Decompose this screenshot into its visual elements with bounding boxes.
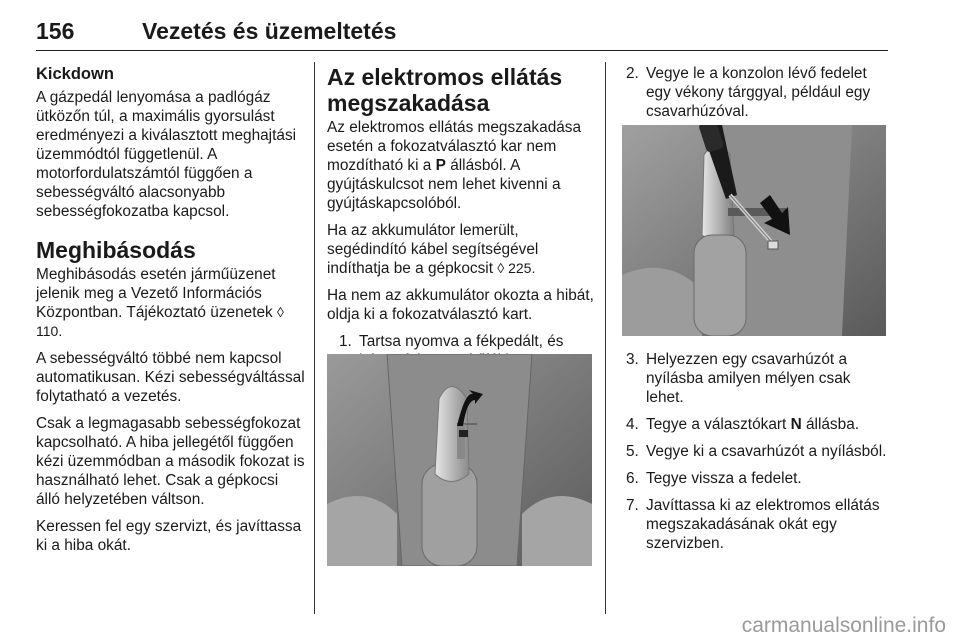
power-loss-paragraph-2 [327, 221, 595, 278]
column-middle [327, 64, 595, 378]
column-right-steps [626, 350, 888, 561]
page-reference-link[interactable]: ◊ 225. [497, 260, 536, 276]
power-loss-paragraph-3: Ha nem az akkumulátor okozta a hibát, oldja ki a fokozatválasztó kart. [327, 287, 594, 323]
step-number: 1. [339, 333, 352, 350]
step-text: Tegye vissza a fedelet. [646, 470, 802, 487]
fault-paragraph-1-text: Meghibásodás esetén járműüzenet jelenik meg a Vezető Információs Központban. Tájékoztató üzenetek [36, 266, 278, 321]
step-4 [626, 415, 888, 434]
p1-gear-p: P [435, 157, 446, 174]
power-loss-paragraph-1 [327, 118, 595, 213]
p1-text-a: Az elektromos ellátás megszakadása esetén a fokozatválasztó kar nem mozdítható ki a [327, 119, 582, 174]
step-text: Tartsa nyomva a fékpedált, és [359, 333, 564, 350]
step-number: 7. [626, 497, 639, 514]
kickdown-text: A gázpedál lenyomása a padlógáz ütközőn túl, a maximális gyorsulást eredményezi a kiválasztott meghajtási üzemmódtól függetlenül. A motorfordulatszámtól függően a sebességváltó alacsonyabb sebességfokozatba kapcsol. [36, 89, 297, 220]
page-reference-link[interactable]: ◊ 110. [36, 304, 284, 339]
step-7 [626, 496, 888, 553]
p1-text-b: állásból. A gyújtáskulcsot nem lehet kivenni a gyújtáskapcsolóból. [327, 157, 561, 212]
step-number: 4. [626, 416, 639, 433]
column-divider-1 [314, 62, 315, 614]
step-6 [626, 469, 888, 488]
step-number: 6. [626, 470, 639, 487]
step-text-b: állásba. [801, 416, 860, 433]
power-loss-heading: Az elektromos ellátás megszakadása [327, 64, 563, 116]
step-text: Helyezzen egy csavarhúzót a nyílásba amilyen mélyen csak lehet. [646, 351, 851, 406]
step-2 [626, 64, 888, 121]
fault-paragraph-2: A sebességváltó többé nem kapcsol automatikusan. Kézi sebességváltással folytatható a vezetés. [36, 350, 305, 405]
step-text: Vegye ki a csavarhúzót a nyílásból. [646, 443, 887, 460]
step-number: 5. [626, 443, 639, 460]
fault-paragraph-4: Keressen fel egy szervizt, és javíttassa ki a hiba okát. [36, 518, 302, 554]
fault-paragraph-3: Csak a legmagasabb sebességfokozat kapcsolható. A hiba jellegétől függően kézi üzemmódban a második fokozat is használható lehet. Csak a gépkocsi álló helyzetében váltson. [36, 415, 305, 508]
gear-lever-illustration [327, 354, 592, 566]
column-right [626, 64, 888, 129]
step-3 [626, 350, 888, 407]
column-left [36, 64, 306, 563]
page-header [36, 16, 888, 52]
kickdown-heading: Kickdown [36, 65, 114, 83]
p2-text: Ha az akkumulátor lemerült, segédindító kábel segítségével indíthatja be a gépkocsit [327, 222, 539, 277]
watermark: carmanualsonline.info [741, 614, 946, 637]
gear-lever-drawing [327, 354, 592, 566]
step-text: Javíttassa ki az elektromos ellátás megszakadásának okát egy szervizben. [646, 497, 880, 552]
header-rule [36, 50, 888, 51]
screwdriver-drawing [622, 125, 886, 336]
chapter-title: Vezetés és üzemeltetés [142, 18, 397, 44]
fault-heading: Meghibásodás [36, 237, 196, 263]
step-text-a: Tegye a választókart [646, 416, 791, 433]
screwdriver-illustration [622, 125, 886, 336]
page-number: 156 [36, 18, 75, 44]
step-number: 2. [626, 65, 639, 82]
step-text: Vegye le a konzolon lévő fedelet egy vékony tárggyal, például egy csavarhúzóval. [646, 65, 871, 120]
column-divider-2 [605, 62, 606, 614]
fault-paragraph-1 [36, 265, 306, 341]
gear-n: N [790, 416, 802, 433]
step-5 [626, 442, 888, 461]
step-number: 3. [626, 351, 639, 368]
